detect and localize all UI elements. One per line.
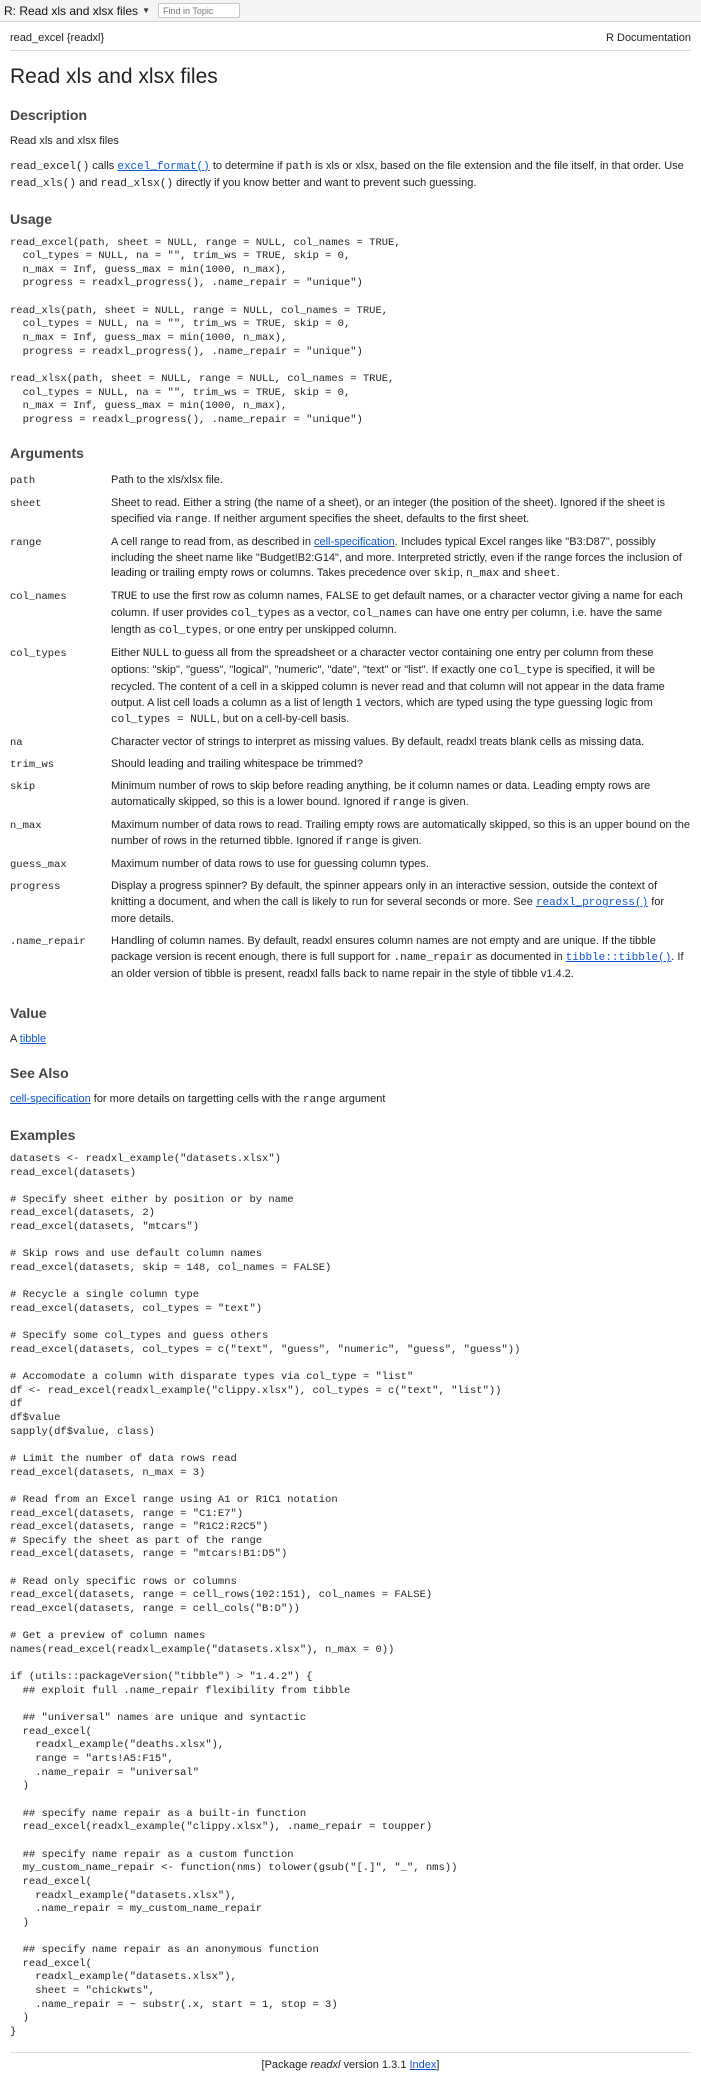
- argument-row: [10, 877, 691, 932]
- description-paragraph: read_excel() calls excel_format() to determine if path is xls or xlsx, based on the file extension and the file itself, in that order. Use read_xls() and read_xlsx() directly if you know better and want to prevent such guessing.: [10, 159, 684, 190]
- find-in-topic-input[interactable]: [158, 3, 240, 18]
- arg-name: progress: [10, 881, 61, 894]
- argument-row: [10, 494, 691, 533]
- arg-name: sheet: [10, 497, 42, 510]
- argument-row: [10, 733, 691, 755]
- arg-desc: TRUE to use the first row as column names, FALSE to get default names, or a character vector giving a name for each column. If user provides col_types as a vector, col_names can have one entry per column, i.e. have the same length as col_types, or one entry per unskipped column.: [111, 590, 683, 638]
- chevron-down-icon[interactable]: ▼: [142, 6, 150, 15]
- page-title: Read xls and xlsx files: [10, 65, 218, 88]
- arg-name: col_types: [10, 648, 67, 661]
- doc-source: R Documentation: [606, 32, 691, 44]
- usage-heading: Usage: [10, 210, 53, 227]
- topic-title-dropdown[interactable]: R: Read xls and xlsx files: [4, 3, 139, 18]
- doc-header: [10, 32, 691, 51]
- help-topbar: [0, 0, 701, 22]
- arg-name: skip: [10, 781, 36, 794]
- arg-desc: Sheet to read. Either a string (the name of a sheet), or an integer (the position of the sheet). Ignored if the sheet is specified via range. If neither argument specifies the sheet, defaults to the first sheet.: [111, 496, 665, 526]
- arg-name: trim_ws: [10, 759, 55, 772]
- arg-name: n_max: [10, 820, 42, 833]
- arg-name: col_names: [10, 591, 67, 604]
- arg-name: .name_repair: [10, 936, 86, 949]
- see-also-heading: See Also: [10, 1065, 69, 1082]
- argument-row: [10, 855, 691, 877]
- arg-desc: Handling of column names. By default, readxl ensures column names are not empty and are unique. If the tibble package version is recent enough, there is full support for .name_repair as documented in tibble::tibble(). If an older version of tibble is present, readxl falls back to name repair in the style of tibble v1.4.2.: [111, 935, 684, 980]
- doc-topic-id: read_excel {readxl}: [10, 32, 105, 44]
- index-link[interactable]: Index: [409, 2058, 437, 2071]
- link-tibble[interactable]: tibble: [19, 1032, 47, 1045]
- argument-row: [10, 471, 691, 493]
- value-text: A tibble: [10, 1032, 47, 1045]
- argument-row: [10, 755, 691, 777]
- arguments-heading: Arguments: [10, 445, 84, 462]
- examples-code: datasets <- readxl_example("datasets.xlsx") read_excel(datasets) # Specify sheet either by position or by name read_excel(datasets, 2) read_excel(datasets, "mtcars") # Skip rows and use default column names read_excel(datasets, skip = 148, col_names = FALSE) # Recycle a single column type read_excel(datasets, col_types = "text") # Specify some col_types and guess others read_excel(datasets, col_types = c("text", "guess", "numeric", "guess", "guess")) # Accomodate a column with disparate types via col_type = "list" df <- read_excel(readxl_example("clippy.xlsx"), col_types = c("text", "list")) df df$value sapply(df$value, class) # Limit the number of data rows read read_excel(datasets, n_max = 3) # Read from an Excel range using A1 or R1C1 notation read_excel(datasets, range = "C1:E7") read_excel(datasets, range = "R1C2:R2C5") # Specify the sheet as part of the range read_excel(datasets, range = "mtcars!B1:D5") # Read only specific rows or columns read_excel(datasets, range = cell_rows(102:151), col_names = FALSE) read_excel(datasets, range = cell_cols("B:D")) # Get a preview of column names names(read_excel(readxl_example("datasets.xlsx"), n_max = 0)) if (utils::packageVersion("tibble") > "1.4.2") { ## exploit full .name_repair flexibility from tibble ## "universal" names are unique and syntactic read_excel( readxl_example("deaths.xlsx"), range = "arts!A5:F15", .name_repair = "universal" ) ## specify name repair as a built-in function read_excel(readxl_example("clippy.xlsx"), .name_repair = toupper) ## specify name repair as a custom function my_custom_name_repair <- function(nms) tolower(gsub("[.]", "_", nms)) read_excel( readxl_example("datasets.xlsx"), .name_repair = my_custom_name_repair ) ## specify name repair as an anonymous function read_excel( readxl_example("datasets.xlsx"), sheet = "chickwts", .name_repair = ~ substr(.x, start = 1, stop = 3) ) }: [10, 1152, 521, 2038]
- argument-row: [10, 777, 691, 816]
- arg-desc: Should leading and trailing whitespace be trimmed?: [111, 758, 363, 771]
- arg-name: path: [10, 475, 36, 488]
- doc-footer: [Package readxl version 1.3.1 Index]: [10, 2052, 691, 2071]
- arg-desc: Either NULL to guess all from the spreadsheet or a character vector containing one entry per column from these options: "skip", "guess", "logical", "numeric", "date", "text" or "list". If exactly one col_type is specified, it will be recycled. The content of a cell in a skipped column is never read and that column will not appear in the data frame output. A list cell loads a column as a list of length 1 vectors, which are typed using the type guessing logic from col_types = NULL, but on a cell-by-cell basis.: [111, 647, 665, 726]
- argument-row: [10, 644, 691, 733]
- link-cell-specification-seealso[interactable]: cell-specification: [10, 1093, 91, 1106]
- usage-code: read_excel(path, sheet = NULL, range = NULL, col_names = TRUE, col_types = NULL, na = "", trim_ws = TRUE, skip = 0, n_max = Inf, guess_max = min(1000, n_max), progress = readxl_progress(), .name_repair = "unique") read_xls(path, sheet = NULL, range = NULL, col_names = TRUE, col_types = NULL, na = "", trim_ws = TRUE, skip = 0, n_max = Inf, guess_max = min(1000, n_max), progress = readxl_progress(), .name_repair = "unique") read_xlsx(path, sheet = NULL, range = NULL, col_names = TRUE, col_types = NULL, na = "", trim_ws = TRUE, skip = 0, n_max = Inf, guess_max = min(1000, n_max), progress = readxl_progress(), .name_repair = "unique"): [10, 236, 401, 426]
- arg-desc: A cell range to read from, as described in cell-specification. Includes typical Excel ranges like "B3:D87", possibly including the sheet name like "Budget!B2:G14", and more. Interpreted strictly, even if the range forces the inclusion of leading or trailing empty rows or columns. Takes precedence over skip, n_max and sheet.: [111, 535, 682, 581]
- argument-row: [10, 816, 691, 855]
- arg-name: na: [10, 736, 23, 749]
- description-line: Read xls and xlsx files: [10, 135, 119, 147]
- arg-desc: Minimum number of rows to skip before reading anything, be it column names or data. Leading empty rows are automatically skipped, so this is a lower bound. Ignored if range is given.: [111, 780, 651, 810]
- link-readxl-progress[interactable]: readxl_progress(): [535, 897, 649, 910]
- link-cell-specification[interactable]: cell-specification: [314, 535, 395, 548]
- value-heading: Value: [10, 1004, 47, 1021]
- code-read-excel: read_excel(): [10, 160, 90, 173]
- arg-desc: Maximum number of data rows to use for guessing column types.: [111, 858, 429, 871]
- link-tibble-tibble[interactable]: tibble::tibble(): [565, 952, 672, 965]
- see-also-text: cell-specification for more details on targetting cells with the range argument: [10, 1093, 386, 1107]
- arg-desc: Display a progress spinner? By default, the spinner appears only in an interactive session, outside the context of knitting a document, and when the call is likely to run for several seconds or more. See readxl_progress() for more details.: [111, 880, 665, 926]
- arg-desc: Maximum number of data rows to read. Trailing empty rows are automatically skipped, so this is an upper bound on the number of rows in the returned tibble. Ignored if range is given.: [111, 819, 691, 849]
- arg-name: range: [10, 536, 42, 549]
- argument-row: [10, 587, 691, 644]
- link-excel-format[interactable]: excel_format(): [117, 160, 210, 173]
- argument-row: [10, 932, 691, 987]
- help-page: [0, 22, 701, 2071]
- examples-heading: Examples: [10, 1126, 76, 1143]
- arg-name: guess_max: [10, 859, 67, 872]
- argument-row: [10, 533, 691, 588]
- arg-desc: Character vector of strings to interpret as missing values. By default, readxl treats blank cells as missing data.: [111, 735, 645, 748]
- arguments-table: [10, 471, 691, 986]
- package-name: readxl: [310, 2058, 341, 2071]
- arg-desc: Path to the xls/xlsx file.: [111, 474, 223, 487]
- description-heading: Description: [10, 107, 88, 123]
